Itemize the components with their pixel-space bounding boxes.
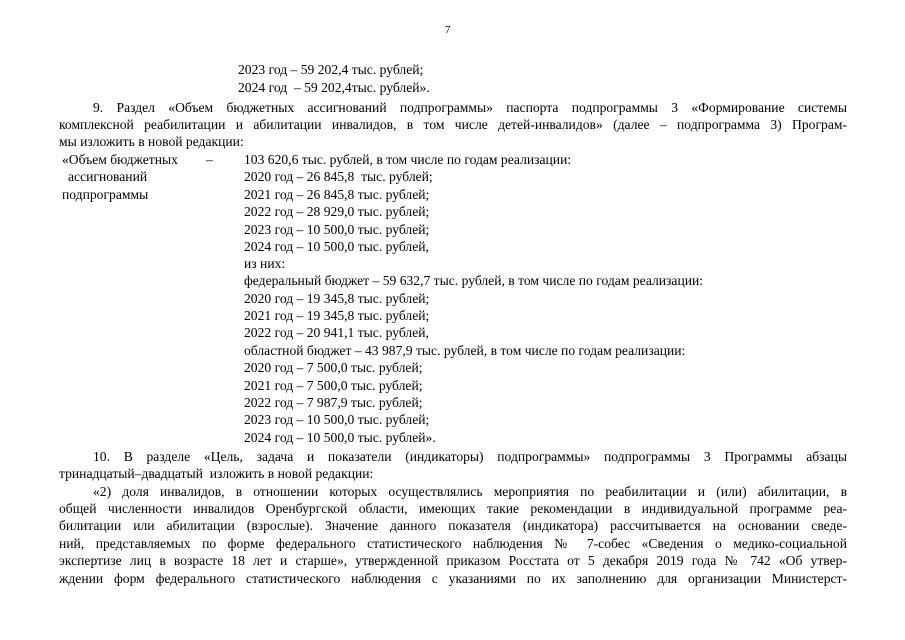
passport-value: 2022 год – 7 987,9 тыс. рублей;	[244, 395, 423, 410]
item10-line: билитации или абилитации (взрослые). Значение данного показателя (индикатора) рассчитывается на основании сведе-	[59, 518, 847, 533]
item10-line: ний, представляемых по форме федерального статистического наблюдения № 7-собес «Сведения о медико-социальной	[59, 536, 847, 551]
passport-value: 2023 год – 10 500,0 тыс. рублей;	[244, 412, 430, 427]
item9-line: 9. Раздел «Объем бюджетных ассигнований подпрограммы» паспорта подпрограммы 3 «Формирование системы	[93, 100, 847, 115]
passport-dash: –	[206, 152, 213, 167]
item10-line: 10. В разделе «Цель, задача и показатели (индикаторы) подпрограммы» подпрограммы 3 Программы абзацы	[93, 449, 847, 464]
budget-line-2023: 2023 год – 59 202,4 тыс. рублей;	[238, 62, 424, 77]
passport-value: федеральный бюджет – 59 632,7 тыс. рублей, в том числе по годам реализации:	[244, 273, 704, 288]
item10-line: «2) доля инвалидов, в отношении которых осуществлялись мероприятия по реабилитации и (или) абилитации, в	[93, 484, 847, 499]
passport-value: 2024 год – 10 500,0 тыс. рублей,	[244, 239, 429, 254]
passport-value: 2021 год – 26 845,8 тыс. рублей;	[244, 187, 430, 202]
passport-value: 103 620,6 тыс. рублей, в том числе по годам реализации:	[244, 152, 572, 167]
passport-value: 2020 год – 19 345,8 тыс. рублей;	[244, 291, 430, 306]
budget-line-2024: 2024 год – 59 202,4тыс. рублей».	[238, 80, 430, 95]
passport-value: 2022 год – 28 929,0 тыс. рублей;	[244, 204, 430, 219]
passport-value: 2021 год – 7 500,0 тыс. рублей;	[244, 378, 423, 393]
passport-value: 2024 год – 10 500,0 тыс. рублей».	[244, 430, 436, 445]
passport-value: 2020 год – 26 845,8 тыс. рублей;	[244, 169, 433, 184]
passport-label: ассигнований	[68, 169, 148, 184]
item10-line: общей численности инвалидов Оренбургской области, имеющих такие рекомендации в индивидуальной программе реа-	[59, 501, 847, 516]
item10-line: тринадцатый–двадцатый изложить в новой редакции:	[59, 466, 374, 481]
passport-label: подпрограммы	[62, 187, 149, 202]
passport-value: 2023 год – 10 500,0 тыс. рублей;	[244, 222, 430, 237]
passport-value: 2021 год – 19 345,8 тыс. рублей;	[244, 308, 430, 323]
page-number: 7	[445, 24, 451, 36]
passport-value: областной бюджет – 43 987,9 тыс. рублей, в том числе по годам реализации:	[244, 343, 686, 358]
item10-line: ждении форм федерального статистического наблюдения с указаниями по их заполнению для организации Министерст-	[59, 571, 847, 586]
item9-line: комплексной реабилитации и абилитации инвалидов, в том числе детей-инвалидов» (далее – подпрограмма 3) Програм-	[59, 117, 847, 132]
passport-label: «Объем бюджетных	[62, 152, 178, 167]
passport-value: из них:	[244, 256, 286, 271]
passport-value: 2022 год – 20 941,1 тыс. рублей,	[244, 325, 429, 340]
item9-line: мы изложить в новой редакции:	[59, 134, 244, 149]
item10-line: экспертизе лиц в возрасте 18 лет и старше», утвержденной приказом Росстата от 5 декабря 2019 года № 742 «Об утвер-	[59, 553, 847, 568]
passport-value: 2020 год – 7 500,0 тыс. рублей;	[244, 360, 423, 375]
